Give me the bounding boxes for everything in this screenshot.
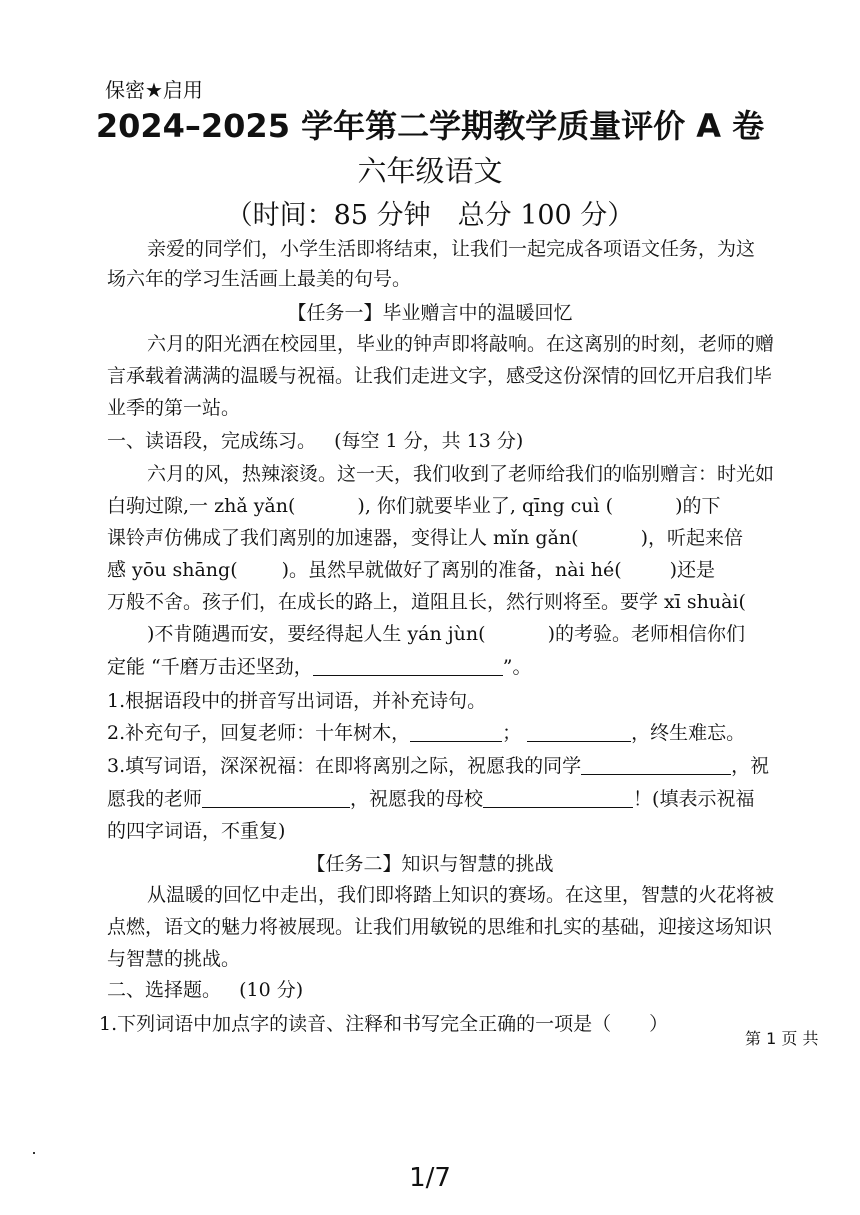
page-number: 1/7 — [409, 1163, 451, 1193]
answer-blank[interactable] — [483, 787, 633, 808]
scan-speck — [33, 1152, 35, 1154]
task2-heading: 【任务二】知识与智慧的挑战 — [306, 853, 554, 875]
task1-heading: 【任务一】毕业赠言中的温暖回忆 — [287, 302, 573, 324]
passage-line-1: 六月的风，热辣滚烫。这一天，我们收到了老师给我们的临别赠言：时光如 — [147, 463, 775, 485]
section2-heading — [107, 977, 303, 1003]
page-label: 第 1 页 共 — [745, 1029, 819, 1048]
passage-text: )还是 — [669, 559, 716, 581]
question-3-line-3: 的四字词语，不重复) — [107, 820, 286, 842]
section1-title: 一、读语段，完成练习。 — [107, 430, 317, 452]
question-2 — [107, 720, 745, 746]
passage-text: ”。 — [502, 656, 532, 678]
question-text: 3.填写词语，深深祝福：在即将离别之际，祝愿我的同学 — [107, 755, 582, 777]
intro-line-2: 场六年的学习生活画上最美的句号。 — [107, 268, 412, 290]
passage-line-5: 万般不舍。孩子们，在成长的路上，道阻且长，然行则将至。要学 xī shuài( — [107, 591, 746, 613]
question-1: 1.根据语段中的拼音写出词语，并补充诗句。 — [107, 690, 487, 712]
passage-text: )的下 — [675, 495, 721, 517]
question-3-line-1 — [107, 753, 769, 779]
passage-line-7 — [107, 654, 531, 680]
question-text: 愿我的老师 — [107, 788, 203, 810]
answer-blank[interactable] — [527, 721, 631, 742]
task2-para-line-1: 从温暖的回忆中走出，我们即将踏上知识的赛场。在这里，智慧的火花将被 — [147, 884, 775, 906]
task2-para-line-2: 点燃，语文的魅力将被展现。让我们用敏锐的思维和扎实的基础，迎接这场知识 — [107, 916, 773, 938]
question-text: ，祝愿我的母校 — [350, 788, 484, 810]
passage-text: 白驹过隙,一 zhǎ yǎn( — [107, 495, 296, 517]
passage-text: )的考验。老师相信你们 — [547, 623, 745, 645]
answer-blank[interactable] — [410, 721, 502, 742]
question-text: ！(填表示祝福 — [633, 788, 755, 810]
section2-score: (10 分) — [239, 979, 304, 1001]
exam-subtitle: 六年级语文 — [357, 154, 503, 188]
question-text: ； — [502, 722, 522, 744]
passage-text: ), 你们就要毕业了, qīng cuì ( — [357, 495, 614, 517]
section1-heading — [107, 428, 523, 454]
answer-blank[interactable] — [581, 754, 731, 775]
task1-para-line-1: 六月的阳光洒在校园里，毕业的钟声即将敲响。在这离别的时刻，老师的赠 — [147, 333, 775, 355]
poem-answer-blank[interactable] — [313, 655, 503, 676]
question-text: ，终生难忘。 — [631, 722, 746, 744]
confidential-label: 保密★启用 — [105, 78, 203, 102]
passage-text: 感 yōu shāng( — [107, 559, 238, 581]
passage-text: )。虽然早就做好了离别的准备，nài hé( — [281, 559, 622, 581]
section2-question-1: 1.下列词语中加点字的读音、注释和书写完全正确的一项是（ ） — [99, 1013, 669, 1035]
passage-line-2 — [107, 493, 720, 519]
task1-para-line-2: 言承载着满满的温暖与祝福。让我们走进文字，感受这份深情的回忆开启我们毕 — [107, 365, 773, 387]
intro-line-1: 亲爱的同学们，小学生活即将结束，让我们一起完成各项语文任务，为这 — [147, 238, 756, 260]
task2-para-line-3: 与智慧的挑战。 — [107, 948, 241, 970]
passage-line-6 — [107, 621, 745, 647]
passage-text: )不肯随遇而安，要经得起人生 yán jùn( — [147, 623, 486, 645]
time-info: （时间：85 分钟 总分 100 分） — [225, 200, 635, 231]
question-3-line-2 — [107, 786, 754, 812]
exam-title: 2024–2025 学年第二学期教学质量评价 A 卷 — [95, 107, 765, 145]
question-text: 2.补充句子，回复老师：十年树木， — [107, 722, 411, 744]
question-text: ，祝 — [731, 755, 770, 777]
passage-line-4 — [107, 557, 715, 583]
passage-line-3 — [107, 525, 743, 551]
task1-para-line-3: 业季的第一站。 — [107, 397, 241, 419]
passage-text: 定能 “千磨万击还坚劲， — [107, 656, 313, 678]
passage-text: 课铃声仿佛成了我们离别的加速器，变得让人 mǐn gǎn( — [107, 527, 579, 549]
section1-score: (每空 1 分，共 13 分) — [334, 430, 524, 452]
section2-title: 二、选择题。 — [107, 979, 222, 1001]
answer-blank[interactable] — [202, 787, 350, 808]
passage-text: )，听起来倍 — [640, 527, 743, 549]
